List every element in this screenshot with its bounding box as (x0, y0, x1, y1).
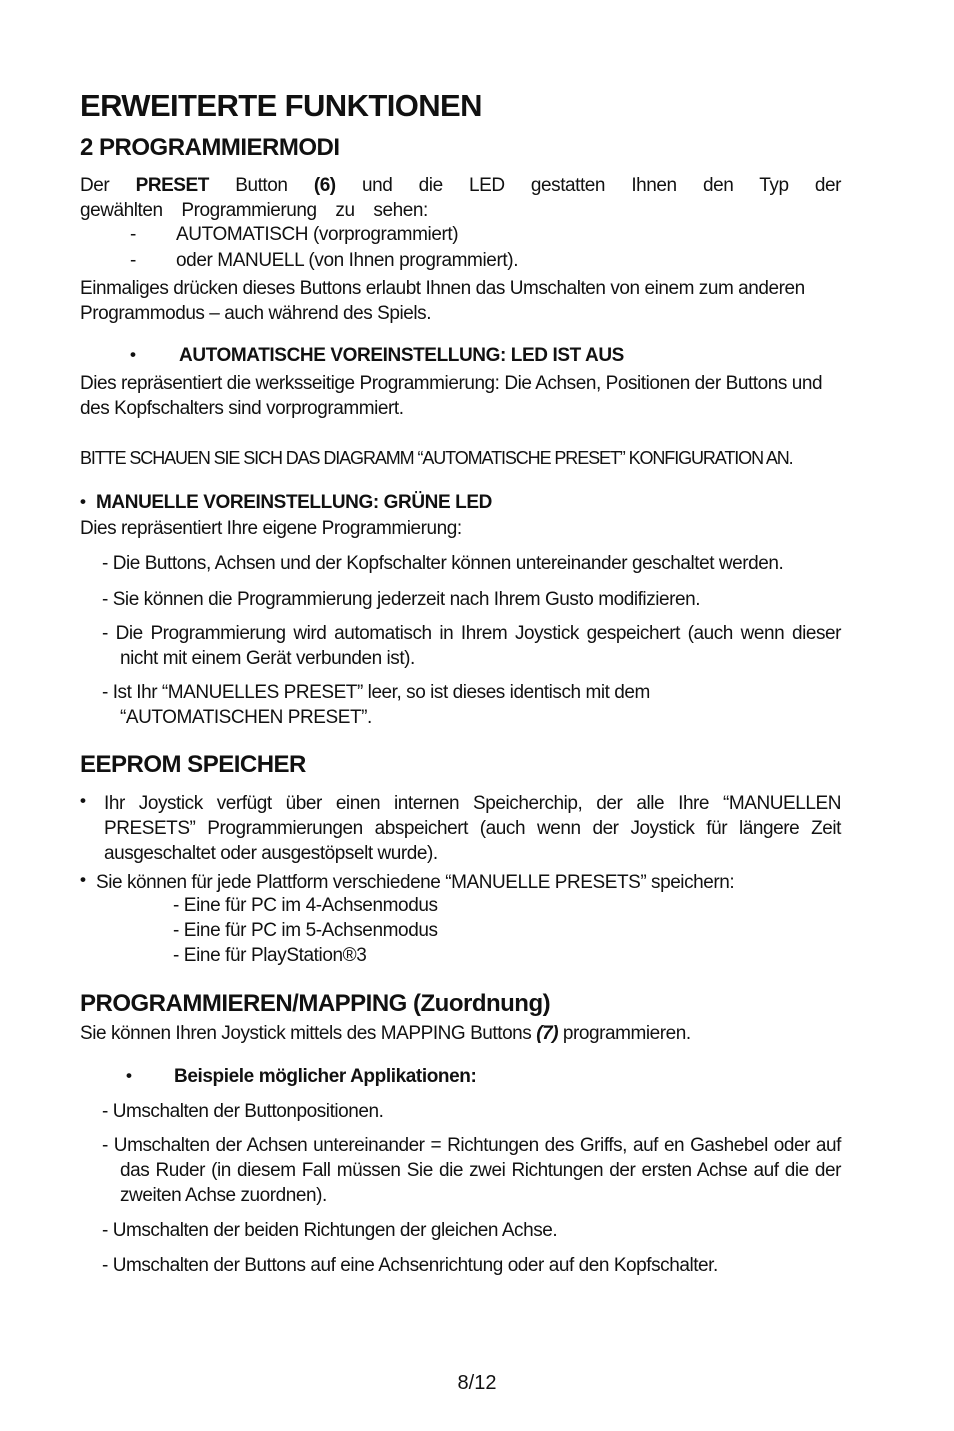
mapping-intro-before: Sie können Ihren Joystick mittels des MAPPING Buttons (80, 1023, 532, 1044)
manual-preset-heading: MANUELLE VOREINSTELLUNG: GRÜNE LED (96, 492, 492, 513)
eeprom-item-1: Ihr Joystick verfügt über einen internen Speicherchip, der alle Ihre “MANUELLEN PRESETS” Programmierungen abspeichert (auch wenn der Joystick für längere Zeit ausgeschaltet oder ausgestöpselt wurde). (104, 793, 841, 864)
eeprom-bullet-2: • (80, 870, 86, 889)
platform-item-2: - Eine für PC im 5-Achsenmodus (173, 920, 438, 941)
examples-bullet: • (126, 1066, 132, 1085)
platform-item-1: - Eine für PC im 4-Achsenmodus (173, 895, 438, 916)
button-ref-7: (7) (536, 1023, 559, 1044)
preset-label: PRESET (135, 175, 209, 196)
section-heading-eeprom: EEPROM SPEICHER (80, 751, 306, 778)
auto-preset-text: Dies repräsentiert die werksseitige Programmierung: Die Achsen, Positionen der Buttons und des Kopfschalters sind vorprogrammiert. (80, 373, 823, 419)
page-title: ERWEITERTE FUNKTIONEN (80, 88, 482, 123)
document-page (80, 0, 841, 1431)
eeprom-bullet-1: • (80, 791, 86, 810)
intro-rest: und die LED gestatten Ihnen den Typ der gewählten Programmierung zu sehen: (80, 175, 841, 221)
mapping-intro-after: programmieren. (562, 1023, 691, 1044)
example-item-1: - Umschalten der Buttonpositionen. (102, 1101, 384, 1122)
auto-preset-heading: AUTOMATISCHE VOREINSTELLUNG: LED IST AUS (179, 345, 624, 366)
mode-dash-1: - (130, 224, 136, 245)
example-item-4: - Umschalten der Buttons auf eine Achsenrichtung oder auf den Kopfschalter. (102, 1255, 718, 1276)
manual-item-3: - Die Programmierung wird automatisch in Ihrem Joystick gespeichert (auch wenn dieser nicht mit einem Gerät verbunden ist). (102, 623, 841, 669)
example-item-2: - Umschalten der Achsen untereinander = Richtungen des Griffs, auf en Gashebel oder auf das Ruder (in diesem Fall müssen Sie die zwei Richtungen der ersten Achse auf die der zweiten Achse zuordnen). (102, 1135, 841, 1206)
manual-item-1: - Die Buttons, Achsen und der Kopfschalter können untereinander geschaltet werden. (102, 553, 784, 574)
manual-bullet: • (80, 492, 86, 511)
mode-list-item-1: AUTOMATISCH (vorprogrammiert) (176, 224, 459, 245)
page-number: 8/12 (457, 1372, 497, 1394)
example-item-3: - Umschalten der beiden Richtungen der gleichen Achse. (102, 1220, 558, 1241)
auto-bullet: • (130, 345, 136, 364)
diagram-note: BITTE SCHAUEN SIE SICH DAS DIAGRAMM “AUTOMATISCHE PRESET” KONFIGURATION AN. (80, 448, 793, 468)
section-heading-mapping: PROGRAMMIEREN/MAPPING (Zuordnung) (80, 990, 551, 1017)
button-ref-6: (6) (313, 175, 336, 196)
manual-item-2: - Sie können die Programmierung jederzeit nach Ihrem Gusto modifizieren. (102, 589, 701, 610)
manual-item-4: - Ist Ihr “MANUELLES PRESET” leer, so ist dieses identisch mit dem “AUTOMATISCHEN PRESET”. (102, 682, 650, 728)
examples-heading: Beispiele möglicher Applikationen: (174, 1066, 477, 1087)
mode-dash-2: - (130, 250, 136, 271)
intro-der: Der (80, 175, 110, 196)
eeprom-item-2: Sie können für jede Plattform verschiedene “MANUELLE PRESETS” speichern: (96, 872, 735, 893)
intro-paragraph (80, 173, 841, 223)
intro-button: Button (235, 175, 288, 196)
mapping-intro (80, 1021, 841, 1046)
manual-preset-text: Dies repräsentiert Ihre eigene Programmierung: (80, 518, 462, 539)
section-heading-programmiermodi: 2 PROGRAMMIERMODI (80, 134, 340, 161)
mode-list-item-2: oder MANUELL (von Ihnen programmiert). (176, 250, 519, 271)
switch-paragraph: Einmaliges drücken dieses Buttons erlaubt Ihnen das Umschalten von einem zum anderen Programmodus – auch während des Spiels. (80, 278, 805, 324)
platform-item-3: - Eine für PlayStation®3 (173, 945, 367, 966)
